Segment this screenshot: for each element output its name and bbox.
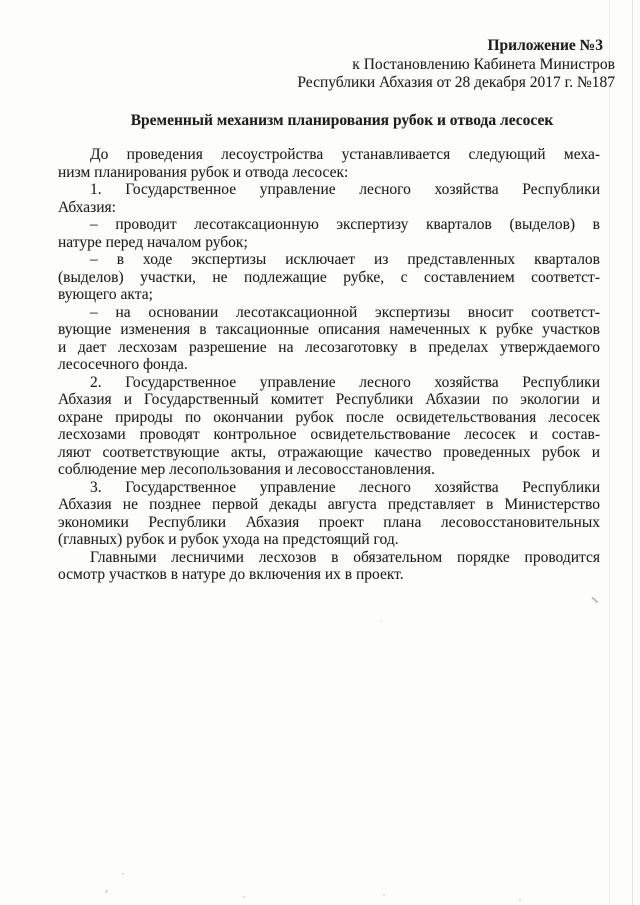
document-line: Абхазия: [58, 198, 116, 216]
document-line: Абхазия и Государственный комитет Республики Абхазии по экологии и [58, 391, 600, 408]
paragraph [58, 374, 600, 479]
scan-speck [243, 896, 245, 898]
scan-speck [380, 620, 382, 622]
document-line: вующего акта; [58, 286, 153, 303]
scan-speck [383, 894, 385, 896]
document-line: и дает лесхозам разрешение на лесозаготовку в пределах утверждаемого [58, 338, 600, 356]
scan-smudge-mark [591, 597, 598, 604]
scan-speck [105, 890, 108, 893]
document-line: соблюдение мер лесопользования и лесовосстановления. [58, 461, 435, 478]
paragraph [58, 181, 600, 216]
document-line: 3. Государственное управление лесного хозяйства Республики [90, 478, 600, 496]
resolution-reference-line: к Постановлению Кабинета Министров [352, 55, 615, 73]
document-line: – в ходе экспертизы исключает из представленных кварталов [90, 251, 600, 268]
paragraph [58, 479, 600, 549]
document-header [0, 37, 615, 93]
scan-edge-line-inner [609, 0, 610, 905]
document-line: низм планирования рубок и отвода лесосек: [58, 163, 349, 181]
document-line: – проводит лесотаксационную экспертизу кварталов (выделов) в [90, 216, 600, 233]
scan-speck [122, 873, 124, 875]
document-line: – на основании лесотаксационной экспертизы вносит соответст- [90, 303, 600, 321]
document-line: 1. Государственное управление лесного хозяйства Республики [90, 181, 600, 198]
document-line: Главными лесничими лесхозов в обязательном порядке проводится [90, 548, 600, 566]
document-line: лесхозами проводят контрольное освидетельствование лесосек и состав- [58, 426, 600, 443]
paragraph [58, 304, 600, 374]
paragraph [58, 216, 600, 251]
document-line: вующие изменения в таксационные описания намеченных к рубке участков [58, 321, 600, 338]
document-title: Временный механизм планирования рубок и отвода лесосек [130, 112, 554, 129]
resolution-date-number-line: Республики Абхазия от 28 декабря 2017 г. №187 [297, 74, 615, 91]
appendix-number-label: Приложение №3 [487, 37, 603, 54]
document-line: натуре перед началом рубок; [58, 233, 248, 251]
document-line: До проведения лесоустройства устанавливается следующий меха- [90, 146, 600, 163]
document-line: (выделов) участки, не подлежащие рубке, с составлением соответст- [58, 268, 600, 286]
document-line: Абхазия не позднее первой декады августа представляет в Министерство [58, 496, 600, 513]
document-body [58, 146, 600, 584]
document-line: осмотр участков в натуре до включения их в проект. [58, 566, 404, 583]
document-line: (главных) рубок и рубок ухода на предстоящий год. [58, 531, 399, 548]
paragraph [58, 251, 600, 304]
document-line: 2. Государственное управление лесного хозяйства Республики [90, 373, 600, 391]
document-line: экономики Республики Абхазия проект плана лесовосстановительных [58, 513, 600, 531]
scan-edge-line-outer [632, 0, 633, 905]
document-line: лесосечного фонда. [58, 356, 188, 373]
document-line: ляют соответствующие акты, отражающие качество проведенных рубок и [58, 443, 600, 461]
scan-speck [519, 899, 521, 901]
document-line: охране природы по окончании рубок после освидетельствования лесосек [58, 408, 600, 426]
paragraph [58, 549, 600, 584]
paragraph [58, 146, 600, 181]
